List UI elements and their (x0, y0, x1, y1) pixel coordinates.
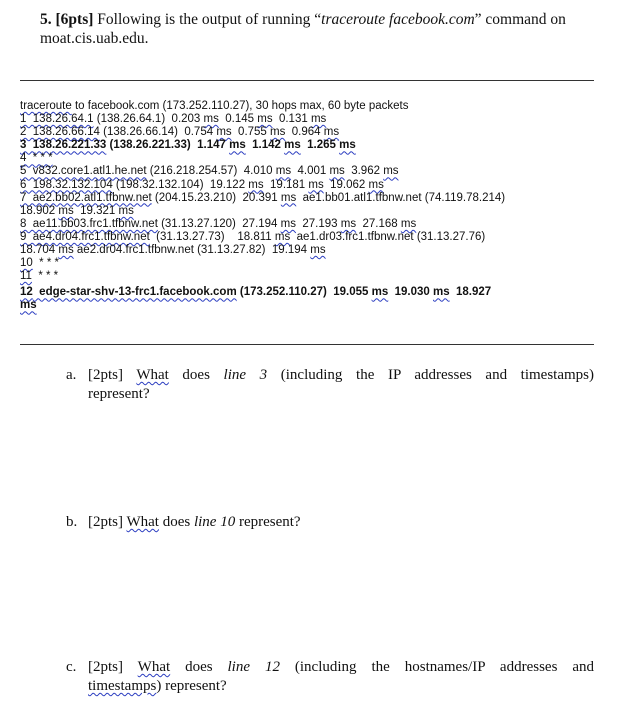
subquestion-c (66, 658, 594, 696)
ms-unit: ms (203, 113, 219, 126)
question-points: [6pts] (55, 11, 94, 28)
question-number: 5. (40, 11, 52, 28)
ms-unit: ms (58, 244, 74, 257)
hop-line-10 (20, 257, 600, 270)
ms-unit: ms (58, 204, 74, 217)
ms-unit: ms (340, 217, 357, 230)
subquestion-what: What (137, 659, 171, 675)
subquestion-text: (including the hostnames/IP addresses and (279, 659, 594, 675)
subquestion-text: does (168, 367, 224, 383)
hop-line-12 (20, 286, 600, 299)
subquestion-text: does (170, 659, 228, 675)
subquestion-what: What (136, 367, 169, 383)
hop-detail: (198.32.132.104) 19.122 (112, 178, 249, 191)
hop-host: 7 ae2.bb02.atl1.tfbnw.net (20, 191, 152, 204)
subquestion-a-line2: represent? (88, 386, 150, 402)
subquestion-line-ref: line 10 (193, 514, 236, 530)
subquestion-c-line1 (66, 658, 594, 677)
hop-time: 19.181 (263, 178, 309, 191)
hop-number: 10 (20, 257, 33, 270)
ms-unit: ms (310, 113, 327, 126)
hop-detail: (138.26.64.1) 0.203 (93, 113, 204, 126)
hop-host: edge-star-shv-13-frc1.facebook.com (32, 286, 237, 299)
question-5 (40, 10, 595, 48)
hop-time: 0.131 (272, 113, 311, 126)
hop-detail: (31.13.27.73) 18.811 (149, 230, 275, 243)
hop-detail: (31.13.27.120) 27.194 (157, 217, 281, 230)
subquestion-text: ) represent? (156, 678, 227, 694)
hop-detail: * * * (32, 257, 60, 270)
ms-unit: ms (432, 286, 450, 299)
output-header-rest: to facebook.com (173.252.110.27), 30 hops max, 60 byte packets (71, 100, 409, 112)
hop-line-2 (20, 126, 600, 139)
ms-unit: ms (383, 165, 399, 178)
ms-unit: ms (308, 178, 324, 191)
hop-detail: ae2.dr04.frc1.tfbnw.net (31.13.27.82) 19.194 (73, 244, 311, 257)
subquestion-text: represent? (235, 514, 301, 530)
hop-line-9 (20, 231, 600, 244)
ms-unit: ms (20, 299, 37, 312)
subquestion-label: b. (66, 514, 78, 530)
hop-line-9-cont (20, 244, 600, 257)
question-host: moat.cis.uab.edu. (40, 30, 149, 47)
hop-time: 19.062 (323, 178, 369, 191)
hop-line-1 (20, 113, 600, 126)
subquestion-what: What (126, 514, 159, 530)
subquestion-a-line1 (66, 366, 594, 385)
hop-time: 4.001 (291, 165, 330, 178)
hop-time: 19.321 (73, 204, 119, 217)
subquestion-text: timestamps (88, 678, 157, 694)
hop-time: 1.142 (245, 139, 285, 152)
hop-time: 27.168 (356, 217, 401, 230)
subquestion-text: does (158, 514, 194, 530)
hop-line-5 (20, 165, 600, 178)
subquestion-a (66, 366, 594, 404)
ms-unit: ms (400, 217, 417, 230)
hop-time: 0.964 (285, 126, 324, 139)
hop-line-7 (20, 192, 600, 205)
hop-line-4: 4 * * * (20, 152, 53, 165)
hop-host: 2 138.26.66.14 (20, 126, 100, 139)
subquestion-c-line2 (66, 677, 594, 696)
hop-detail: * * * (31, 270, 59, 283)
hop-number: 12 (20, 286, 33, 299)
ms-unit: ms (275, 165, 292, 178)
ms-unit: ms (118, 204, 134, 217)
subquestion-text: (including the IP addresses and timestamps) (267, 367, 595, 383)
hop-time: 19.030 (388, 286, 433, 299)
hop-line-8 (20, 218, 600, 231)
subquestion-points: [2pts] (88, 367, 123, 383)
ms-unit: ms (280, 217, 296, 230)
hop-time: 18.704 (20, 244, 59, 257)
hop-host: 6 198.32.132.104 (20, 178, 113, 191)
subquestion-label: a. (66, 367, 77, 383)
question-text-before: Following is the output of running “ (97, 11, 322, 28)
ms-unit: ms (280, 191, 297, 204)
question-text-after: ” command on (474, 11, 566, 28)
hop-detail: (204.15.23.210) 20.391 (151, 191, 281, 204)
output-cmd: traceroute (20, 100, 72, 112)
ms-unit: ms (284, 139, 301, 152)
top-divider (20, 80, 594, 81)
ms-unit: ms (257, 113, 273, 126)
hop-detail: (173.252.110.27) 19.055 (236, 286, 372, 299)
bottom-divider (20, 344, 594, 345)
hop-time: 18.902 (20, 204, 59, 217)
subquestion-b (66, 513, 594, 532)
subquestion-label: c. (66, 659, 77, 675)
hop-time: 0.755 (231, 126, 271, 139)
hop-number: 11 (20, 270, 32, 283)
hop-time: 3.962 (344, 165, 384, 178)
hop-line-6 (20, 179, 600, 192)
hop-line-12-cont (20, 299, 600, 312)
output-header (20, 100, 600, 113)
subquestion-line-ref: line 3 (223, 367, 268, 383)
question-command: traceroute facebook.com (321, 11, 475, 28)
ms-unit: ms (323, 126, 340, 139)
hop-line-11 (20, 270, 600, 283)
ms-unit: ms (310, 244, 326, 257)
subquestion-line-ref: line 12 (227, 659, 280, 675)
hop-time: 0.145 (218, 113, 258, 126)
ms-unit: ms (229, 139, 246, 152)
hop-time: 27.193 (296, 217, 341, 230)
ms-unit: ms (368, 178, 384, 191)
subquestion-points: [2pts] (88, 659, 123, 675)
subquestion-points: [2pts] (88, 514, 123, 530)
hop-host: 9 ae4.dr04.frc1.tfbnw.net (20, 230, 150, 243)
ms-unit: ms (371, 286, 389, 299)
hop-host: 1 138.26.64.1 (20, 113, 94, 126)
hop-time: 1.265 (300, 139, 340, 152)
ms-unit: ms (339, 139, 356, 152)
traceroute-output (20, 100, 600, 313)
ms-unit: ms (270, 126, 286, 139)
hop-line-7-cont (20, 205, 600, 218)
hop-time: 18.927 (449, 286, 492, 299)
ms-unit: ms (248, 178, 264, 191)
hop-detail: (138.26.221.33) 1.147 (106, 139, 230, 152)
hop-detail: ae1.dr03.frc1.tfbnw.net (31.13.27.76) (290, 230, 486, 243)
ms-unit: ms (329, 165, 345, 178)
hop-line-3 (20, 139, 600, 152)
hop-detail: (138.26.66.14) 0.754 (99, 126, 217, 139)
hop-host: 3 138.26.221.33 (20, 139, 107, 152)
ms-unit: ms (274, 230, 291, 243)
hop-detail: ae1.bb01.atl1.tfbnw.net (74.119.78.214) (296, 191, 506, 204)
hop-host: 5 v832.core1.atl1.he.net (20, 165, 147, 178)
hop-detail: (216.218.254.57) 4.010 (146, 165, 276, 178)
hop-host: 8 ae11.bb03.frc1.tfbnw.net (20, 217, 158, 230)
ms-unit: ms (216, 126, 232, 139)
